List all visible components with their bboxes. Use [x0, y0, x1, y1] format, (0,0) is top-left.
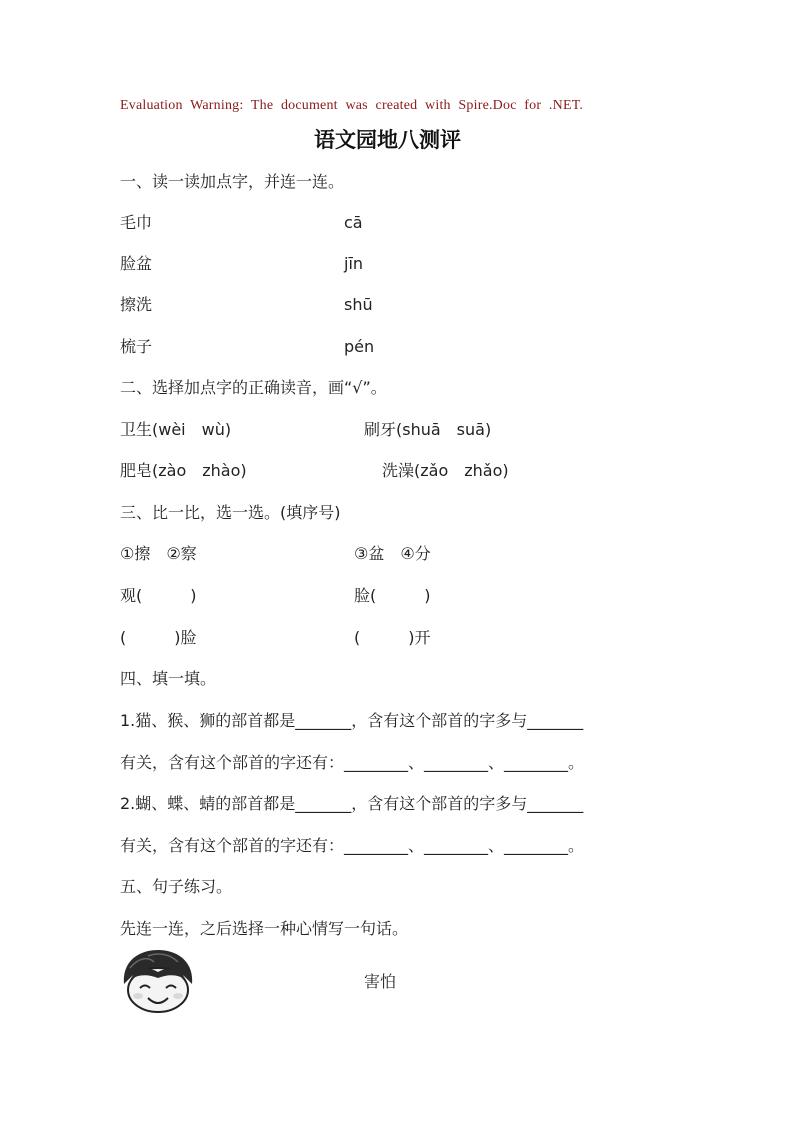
reading-choice: 卫生(wèi wù): [120, 420, 232, 439]
option-group-a: ①擦 ②察: [120, 544, 197, 563]
page-title: 语文园地八测评: [314, 127, 461, 152]
word-item: 毛巾: [120, 213, 153, 232]
fill-line: 有关，含有这个部首的字还有：________、________、________。: [120, 836, 585, 855]
reading-choice: 肥皂(zào zhào): [120, 461, 247, 480]
fill-blank: 脸( ): [354, 586, 431, 605]
reading-choice: 刷牙(shuā suā): [364, 420, 492, 439]
word-item: 脸盆: [120, 254, 153, 273]
word-item: 擦洗: [120, 295, 153, 314]
fill-blank: 观( ): [120, 586, 197, 605]
emotion-label: 害怕: [364, 972, 397, 991]
word-item: 梳子: [120, 337, 153, 356]
fill-line: 1.猫、猴、狮的部首都是_______，含有这个部首的字多与_______: [120, 711, 584, 730]
section-4-heading: 四、填一填。: [120, 669, 217, 688]
instruction-text: 先连一连，之后选择一种心情写一句话。: [120, 919, 409, 938]
section-5-heading: 五、句子练习。: [120, 877, 233, 896]
section-2-heading: 二、选择加点字的正确读音，画“√”。: [120, 378, 387, 397]
evaluation-warning: Evaluation Warning: The document was created with Spire.Doc for .NET.: [120, 98, 584, 113]
fill-blank: ( )开: [354, 628, 431, 647]
fill-line: 2.蝴、蝶、蜻的部首都是_______，含有这个部首的字多与_______: [120, 794, 584, 813]
section-3-heading: 三、比一比，选一选。(填序号): [120, 503, 341, 522]
reading-choice: 洗澡(zǎo zhǎo): [382, 461, 509, 480]
pinyin-item: jīn: [344, 254, 364, 273]
section-1-heading: 一、读一读加点字，并连一连。: [120, 172, 345, 191]
fill-line: 有关，含有这个部首的字还有：________、________、________。: [120, 753, 585, 772]
pinyin-item: cā: [344, 213, 363, 232]
smiling-child-icon: [118, 948, 198, 1014]
fill-blank: ( )脸: [120, 628, 197, 647]
pinyin-item: shū: [344, 295, 373, 314]
pinyin-item: pén: [344, 337, 375, 356]
option-group-b: ③盆 ④分: [354, 544, 431, 563]
